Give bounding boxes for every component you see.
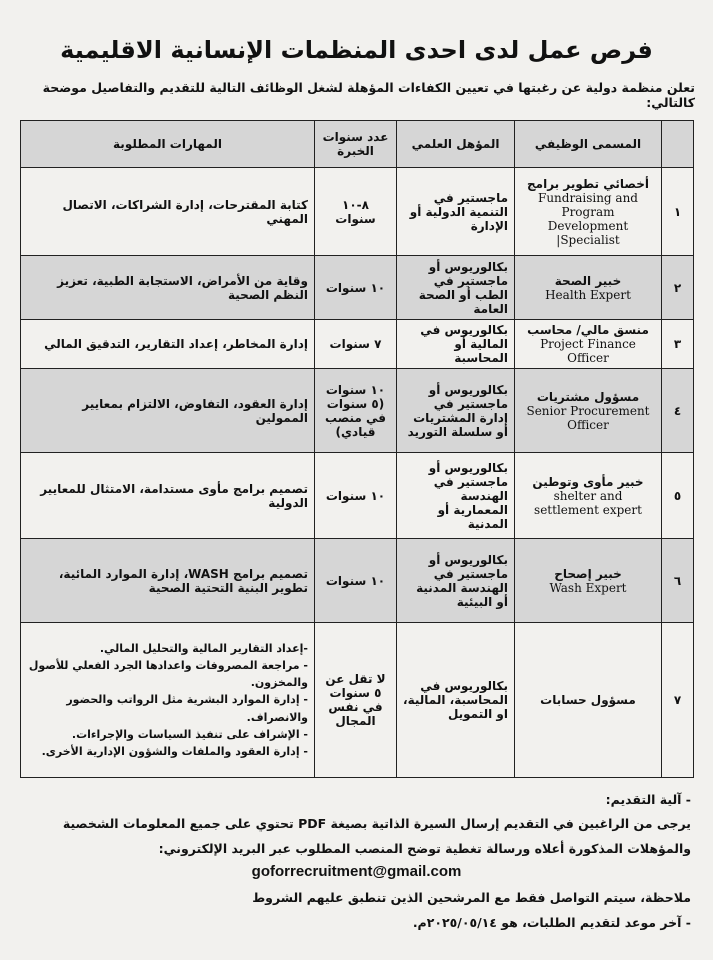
job-title-ar: خبير الصحة (554, 273, 622, 288)
cell-skills: تصميم برامج WASH، إدارة الموارد المائية، تطوير البنية التحتية الصحية (21, 539, 315, 623)
header-job-title: المسمى الوظيفي (515, 121, 662, 168)
cell-num: ٤ (662, 369, 694, 453)
cell-num: ٢ (662, 256, 694, 320)
job-title-en: Wash Expert (549, 580, 627, 595)
header-num (662, 121, 694, 168)
apply-heading: - آلية التقديم: (605, 792, 691, 807)
job-title-ar: أخصائي تطوير برامج (527, 176, 649, 191)
table-row (21, 539, 694, 623)
skill-item: -إعداد التقارير المالية والتحليل المالي. (99, 642, 308, 656)
apply-note: ملاحظة، سيتم التواصل فقط مع المرشحين الذين تنطبق عليهم الشروط (252, 890, 691, 906)
cell-qualification: بكالوريوس في المالية أو المحاسبة (397, 320, 515, 369)
table-row (21, 369, 694, 453)
job-title-en: shelter and settlement expert (534, 488, 642, 517)
cell-job-title (515, 256, 662, 320)
job-title-ar: خبير إصحاح (554, 566, 622, 581)
cell-skills: وقاية من الأمراض، الاستجابة الطبية، تعزيز النظم الصحية (21, 256, 315, 320)
apply-text: يرجى من الراغبين في التقديم إرسال السيرة الذاتية بصيغة PDF تحتوي على جميع المعلومات الشخصية والمؤهلات المذكورة أعلاه ورسالة تغطية توضح المنصب المطلوب عبر البريد الإلكتروني: (62, 816, 691, 856)
ad-title: فرص عمل لدى احدى المنظمات الإنسانية الاقليمية (60, 36, 653, 64)
cell-job-title (515, 168, 662, 256)
apply-deadline: - آخر موعد لتقديم الطلبات، هو ٢٠٢٥/٠٥/١٤م. (412, 914, 691, 930)
cell-qualification: ماجستير في التنمية الدولية أو الإدارة (397, 168, 515, 256)
skills-list (27, 640, 308, 759)
cell-skills (21, 623, 315, 778)
cell-experience: ٨-١٠ سنوات (315, 168, 397, 256)
cell-qualification: بكالوريوس في المحاسبة، المالية، او التمويل (397, 623, 515, 778)
cell-qualification: بكالوريوس أو ماجستير في الطب أو الصحة العامة (397, 256, 515, 320)
job-title-en: Fundraising and Program Development |Specialist (538, 190, 638, 247)
job-title-ar: مسؤول مشتريات (536, 389, 640, 404)
cell-experience: ١٠ سنوات (315, 256, 397, 320)
cell-job-title (515, 320, 662, 369)
cell-experience: ٧ سنوات (315, 320, 397, 369)
job-title-en: Senior Procurement Officer (526, 403, 650, 432)
table-header-row (21, 121, 694, 168)
cell-skills: إدارة العقود، التفاوض، الالتزام بمعايير الممولين (21, 369, 315, 453)
cell-skills: كتابة المقترحات، إدارة الشراكات، الاتصال المهني (21, 168, 315, 256)
cell-num: ٧ (662, 623, 694, 778)
cell-qualification: بكالوريوس أو ماجستير في إدارة المشتريات أو سلسلة التوريد (397, 369, 515, 453)
header-skills: المهارات المطلوبة (21, 121, 315, 168)
table-row (21, 168, 694, 256)
jobs-table (20, 120, 694, 778)
cell-num: ٥ (662, 453, 694, 539)
table-row (21, 320, 694, 369)
cell-num: ٣ (662, 320, 694, 369)
email-link[interactable]: goforrecruitment@gmail.com (251, 863, 462, 881)
job-title-ar: منسق مالي/ محاسب (527, 323, 649, 337)
cell-skills: تصميم برامج مأوى مستدامة، الامتثال للمعايير الدولية (21, 453, 315, 539)
skill-item: - مراجعة المصروفات واعدادها الجرد الفعلي للأصول والمخزون. (28, 659, 308, 690)
job-title-en: Health Expert (545, 287, 631, 302)
cell-num: ٦ (662, 539, 694, 623)
note-section (22, 886, 691, 935)
cell-num: ١ (662, 168, 694, 256)
skill-item: - الإشراف على تنفيذ السياسات والإجراءات. (71, 727, 308, 741)
cell-job-title (515, 369, 662, 453)
job-title-ar: مسؤول حسابات (540, 693, 636, 707)
cell-experience: لا تقل عن ٥ سنوات في نفس المجال (315, 623, 397, 778)
table-row (21, 623, 694, 778)
ad-intro: تعلن منظمة دولية عن رغبتها في تعيين الكفاءات المؤهلة لشغل الوظائف التالية للتقديم والتفاصيل موضحة كالتالي: (42, 80, 695, 110)
cell-qualification: بكالوريوس أو ماجستير في الهندسة المدنية أو البيئية (397, 539, 515, 623)
header-experience: عدد سنوات الخبرة (315, 121, 397, 168)
job-title-ar: خبير مأوى وتوطين (532, 474, 644, 489)
job-title-en: Project Finance Officer (540, 337, 636, 365)
cell-job-title (515, 623, 662, 778)
cell-experience: ١٠ سنوات (315, 453, 397, 539)
cell-skills: إدارة المخاطر، إعداد التقارير، التدقيق المالي (21, 320, 315, 369)
table-row (21, 453, 694, 539)
cell-job-title (515, 539, 662, 623)
table-row (21, 256, 694, 320)
skill-item: - إدارة الموارد البشرية مثل الرواتب والحضور والانصراف. (66, 693, 308, 724)
header-qualification: المؤهل العلمي (397, 121, 515, 168)
skill-item: - إدارة العقود والملفات والشؤون الإدارية الأخرى. (41, 744, 308, 758)
cell-qualification: بكالوريوس أو ماجستير في الهندسة المعمارية أو المدنية (397, 453, 515, 539)
cell-experience: ١٠ سنوات (٥ سنوات في منصب قيادي) (315, 369, 397, 453)
apply-section (22, 788, 691, 861)
cell-experience: ١٠ سنوات (315, 539, 397, 623)
cell-job-title (515, 453, 662, 539)
